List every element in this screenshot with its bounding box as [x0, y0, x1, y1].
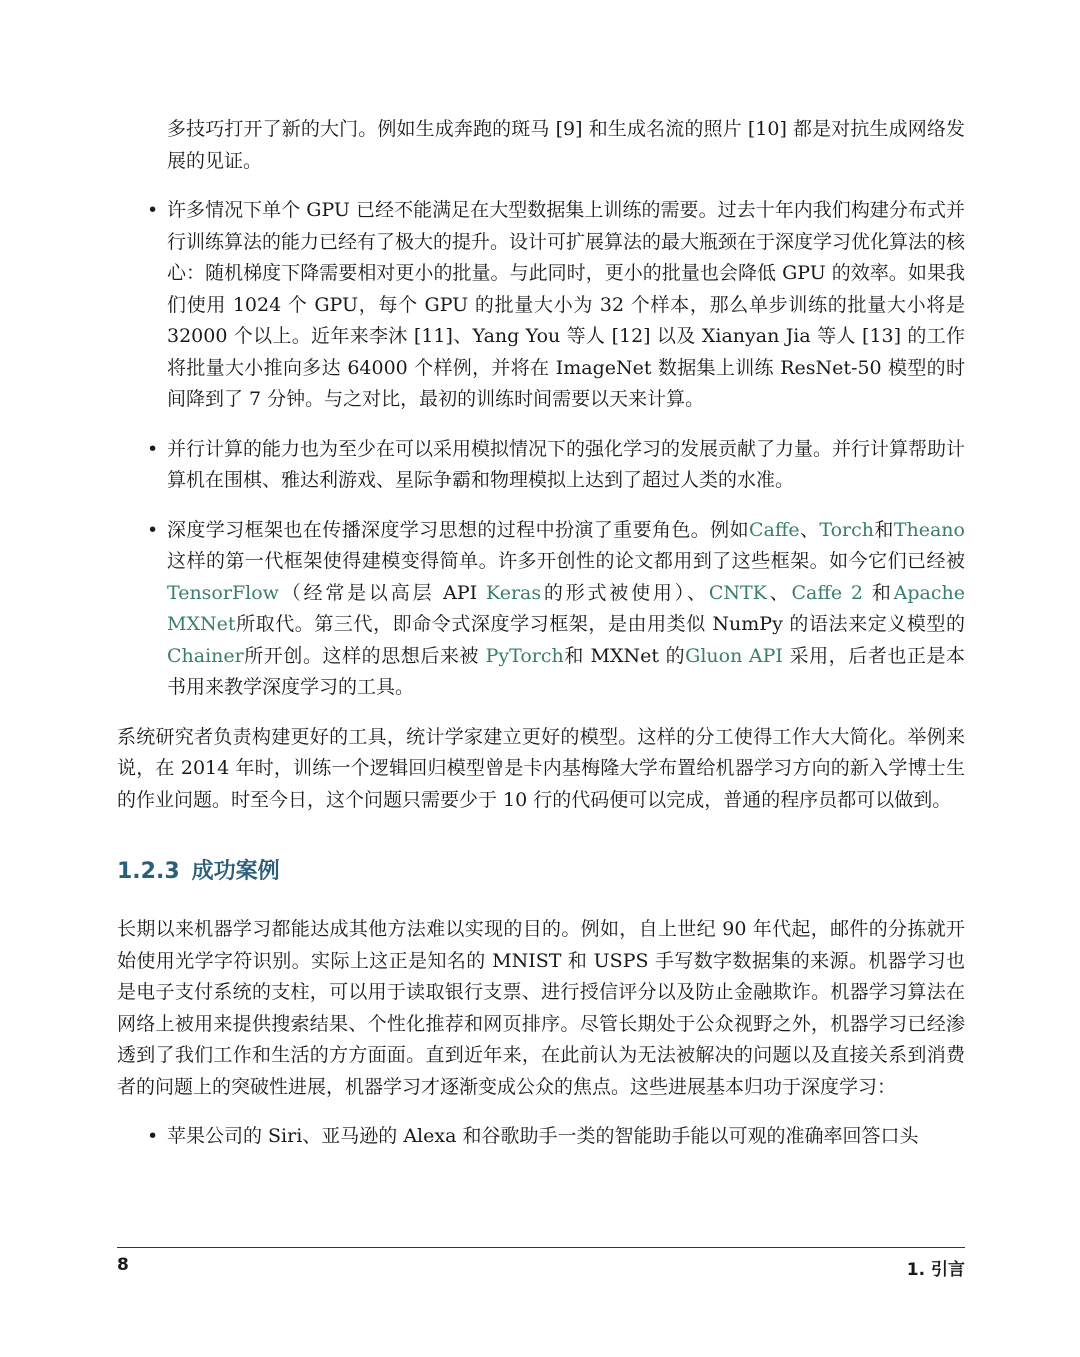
link-pytorch[interactable]: PyTorch	[485, 644, 564, 667]
chapter-title: 1. 引言	[906, 1260, 965, 1280]
link-tensorflow[interactable]: TensorFlow	[167, 581, 279, 604]
text-run: 深度学习框架也在传播深度学习思想的过程中扮演了重要角色。例如	[167, 518, 749, 541]
text-run: 采用，后者也正是本书用来教学深度学习的工具。	[167, 644, 966, 698]
bullet-list	[117, 195, 965, 704]
bullet-list-2	[117, 1121, 965, 1153]
paragraph-success: 长期以来机器学习都能达成其他方法难以实现的目的。例如，自上世纪 90 年代起，邮件的分拣就开始使用光学字符识别。实际上这正是知名的 MNIST 和 USPS 手写数字数据集的来源。机器学习也是电子支付系统的支柱，可以用于读取银行支票、进行授信评分以及防止金融欺诈。机器学习算法在网络上被用来提供搜索结果、个性化推荐和网页排序。尽管长期处于公众视野之外，机器学习已经渗透到了我们工作和生活的方方面面。直到近年来，在此前认为无法被解决的问题以及直接关系到消费者的问题上的突破性进展，机器学习才逐渐变成公众的焦点。这些进展基本归功于深度学习：	[117, 918, 965, 1098]
list-item	[117, 1121, 965, 1153]
text-run: 这样的第一代框架使得建模变得简单。许多开创性的论文都用到了这些框架。如今它们已经被	[167, 550, 965, 572]
link-keras[interactable]: Keras	[486, 581, 542, 604]
link-chainer[interactable]: Chainer	[167, 644, 244, 667]
link-theano[interactable]: Theano	[893, 518, 965, 541]
section-title: 成功案例	[191, 859, 280, 884]
text-run: 、	[799, 518, 820, 541]
bullet-marker: •	[147, 1125, 159, 1147]
text-run: 和	[863, 581, 894, 604]
footer-divider	[117, 1247, 965, 1248]
list-item	[117, 434, 965, 497]
link-gluon-api[interactable]: Gluon API	[685, 644, 783, 667]
list-item-text: 并行计算的能力也为至少在可以采用模拟情况下的强化学习的发展贡献了力量。并行计算帮助计算机在围棋、雅达利游戏、星际争霸和物理模拟上达到了超过人类的水准。	[167, 437, 966, 491]
paragraph-systems: 系统研究者负责构建更好的工具，统计学家建立更好的模型。这样的分工使得工作大大简化。举例来说，在 2014 年时，训练一个逻辑回归模型曾是卡内基梅隆大学布置给机器学习方向的新入学博士生的作业问题。时至今日，这个问题只需要少于 10 行的代码便可以完成，普通的程序员都可以做到。	[117, 725, 965, 811]
text-run: 所开创。这样的思想后来被	[243, 644, 486, 667]
bullet-marker: •	[147, 437, 159, 460]
text-run: 和	[874, 518, 894, 541]
section-heading	[117, 856, 965, 888]
link-caffe2[interactable]: Caffe 2	[791, 581, 863, 604]
text-run: 、	[766, 581, 792, 604]
text-run: （经常是以高层 API	[278, 581, 487, 604]
text-run: 和 MXNet 的	[563, 644, 686, 667]
list-item	[117, 195, 965, 416]
link-caffe[interactable]: Caffe	[748, 518, 800, 541]
page-content	[117, 114, 965, 1171]
section-number: 1.2.3	[117, 859, 180, 884]
link-torch[interactable]: Torch	[819, 518, 874, 541]
link-cntk[interactable]: CNTK	[708, 581, 767, 604]
text-run: 所取代。第三代，即命令式深度学习框架，是由用类似 NumPy 的语法来定义模型的	[235, 613, 965, 635]
list-item-frameworks	[117, 515, 965, 704]
list-item-text: 许多情况下单个 GPU 已经不能满足在大型数据集上训练的需要。过去十年内我们构建分布式并行训练算法的能力已经有了极大的提升。设计可扩展算法的最大瓶颈在于深度学习优化算法的核心：随机梯度下降需要相对更小的批量。与此同时，更小的批量也会降低 GPU 的效率。如果我们使用 1024 个 GPU，每个 GPU 的批量大小为 32 个样本，那么单步训练的批量大小将是 32000 个以上。近年来李沐 [11]、Yang You 等人 [12] 以及 Xianyan Jia 等人 [13] 的工作将批量大小推向多达 64000 个样例，并将在 ImageNet 数据集上训练 ResNet-50 模型的时间降到了 7 分钟。与之对比，最初的训练时间需要以天来计算。	[167, 199, 966, 410]
continued-paragraph: 多技巧打开了新的大门。例如生成奔跑的斑马 [9] 和生成名流的照片 [10] 都是对抗生成网络发展的见证。	[167, 118, 965, 172]
list-item-text: 苹果公司的 Siri、亚马逊的 Alexa 和谷歌助手一类的智能助手能以可观的准确率回答口头	[167, 1125, 919, 1147]
link-apache-mxnet[interactable]: Apache MXNet	[167, 581, 965, 635]
bullet-marker: •	[147, 518, 159, 541]
text-run: 的形式被使用）、	[541, 581, 709, 604]
page-number: 8	[117, 1255, 129, 1275]
bullet-marker: •	[147, 199, 159, 221]
